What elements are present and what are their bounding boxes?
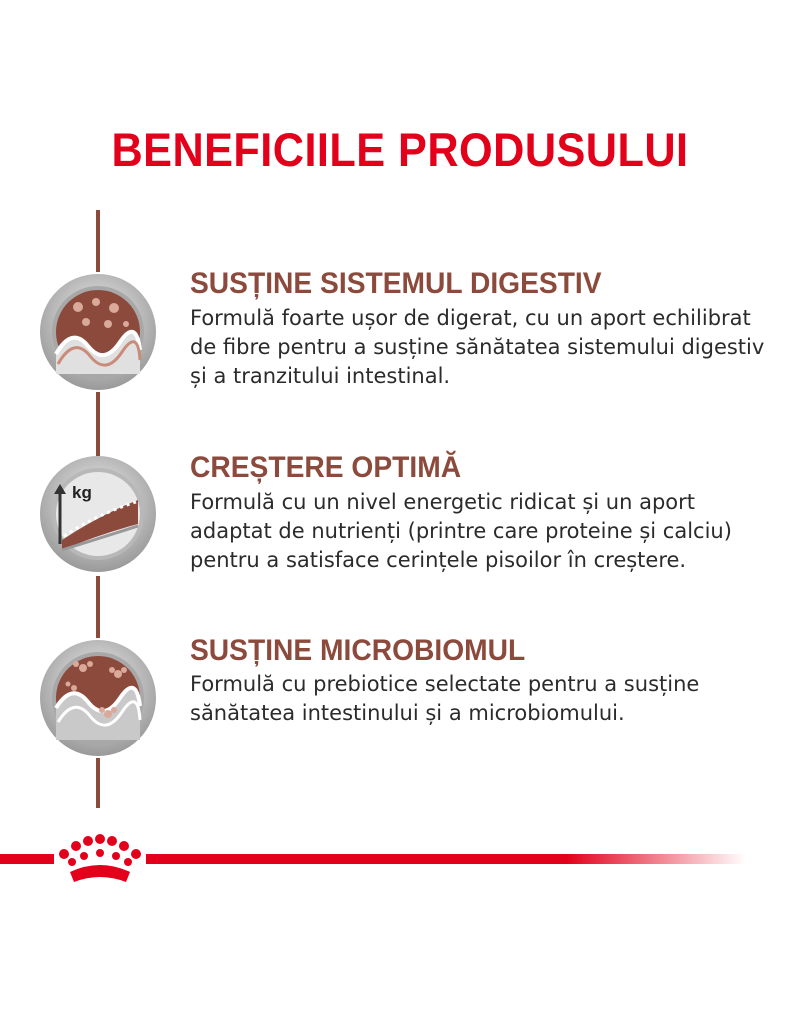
timeline-segment-2 [96, 392, 100, 456]
benefit-desc-growth [190, 488, 790, 575]
brand-line-right [146, 854, 746, 864]
growth-weight-icon [38, 454, 158, 574]
royal-canin-crown-logo [54, 832, 146, 886]
benefit-title-growth: CREȘTERE OPTIMĂ [190, 451, 462, 484]
benefit-title-digestive: SUSȚINE SISTEMUL DIGESTIV [190, 267, 602, 300]
text-line: Formulă cu un nivel energetic ridicat și un aport [190, 490, 695, 514]
text-line: pentru a satisface cerințele pisoilor în creștere. [190, 548, 687, 572]
kg-label: kg [72, 483, 92, 502]
brand-line-left [0, 854, 54, 864]
timeline-segment-3 [96, 576, 100, 638]
text-line: și a tranzitului intestinal. [190, 364, 451, 388]
digestive-system-icon [38, 272, 158, 392]
timeline-segment-1 [96, 210, 100, 272]
benefit-title-microbiome: SUSȚINE MICROBIOMUL [190, 634, 526, 667]
microbiome-icon [38, 638, 158, 758]
timeline-segment-4 [96, 758, 100, 808]
text-line: sănătatea intestinului și a microbiomului. [190, 701, 625, 725]
text-line: de fibre pentru a susține sănătatea sistemului digestiv [190, 335, 765, 359]
text-line: Formulă foarte ușor de digerat, cu un aport echilibrat [190, 306, 751, 330]
page-title: BENEFICIILE PRODUSULUI [111, 123, 689, 176]
benefit-desc-digestive [190, 304, 790, 391]
text-line: adaptat de nutrienți (printre care proteine și calciu) [190, 519, 732, 543]
benefit-desc-microbiome [190, 670, 790, 728]
text-line: Formulă cu prebiotice selectate pentru a susține [190, 672, 700, 696]
